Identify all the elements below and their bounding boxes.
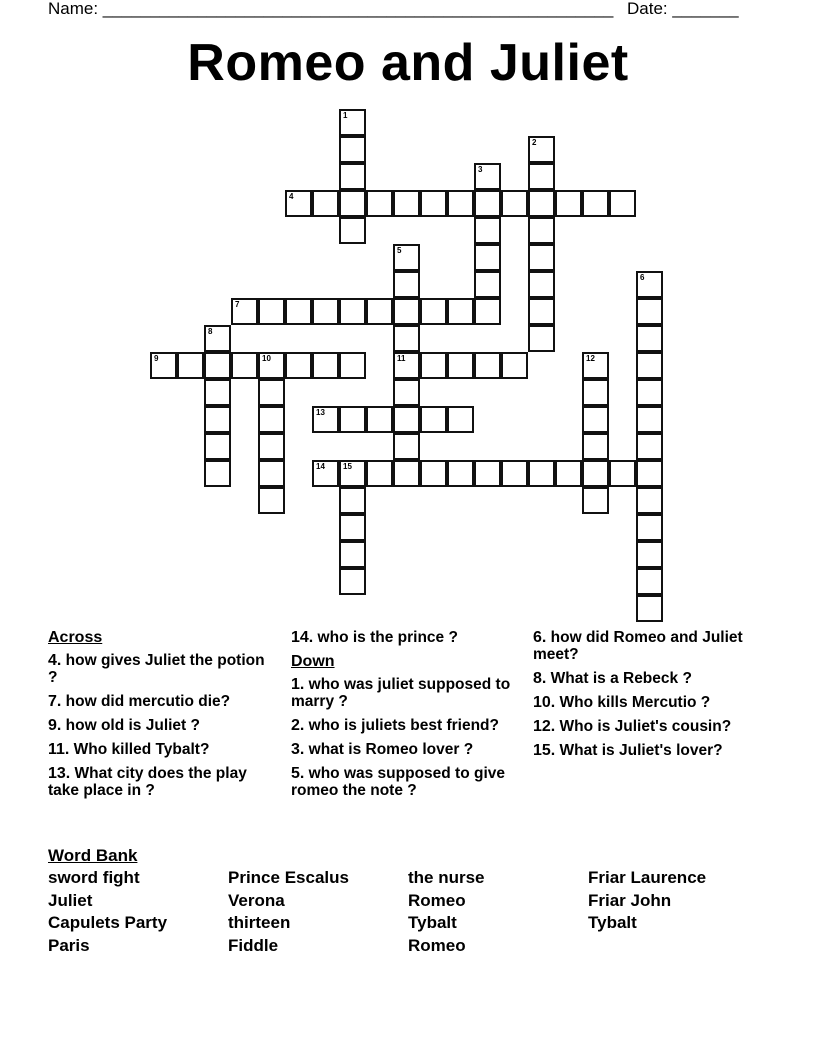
grid-cell[interactable] [258, 433, 285, 460]
clue-across-11 [48, 741, 278, 758]
clue-across-13 [48, 765, 278, 799]
grid-cell[interactable] [555, 190, 582, 217]
grid-cell[interactable] [258, 460, 285, 487]
clue-down-10 [533, 694, 753, 711]
grid-cell[interactable] [501, 460, 528, 487]
grid-cell[interactable] [636, 298, 663, 325]
grid-cell[interactable] [339, 163, 366, 190]
grid-cell[interactable] [420, 190, 447, 217]
across-heading: Across [48, 629, 103, 646]
grid-cell[interactable] [636, 271, 663, 298]
grid-cell[interactable] [636, 514, 663, 541]
grid-cell[interactable] [258, 406, 285, 433]
clue-text: Who is Juliet's cousin? [555, 718, 732, 735]
cell-number: 12 [586, 354, 595, 363]
clue-text: What city does the play take place in ? [48, 765, 247, 799]
clue-text: what is Romeo lover ? [304, 741, 474, 758]
grid-cell[interactable] [420, 298, 447, 325]
grid-cell[interactable] [339, 514, 366, 541]
cell-number: 1 [343, 111, 348, 120]
clue-number: 10. [533, 694, 556, 711]
clue-text: how did mercutio die? [61, 693, 231, 710]
grid-cell[interactable] [393, 298, 420, 325]
word-bank-item: Prince Escalus [228, 868, 349, 887]
down-heading: Down [291, 653, 335, 670]
grid-cell[interactable] [420, 406, 447, 433]
grid-cell[interactable] [528, 136, 555, 163]
clue-down-1 [291, 676, 527, 710]
grid-cell[interactable] [366, 190, 393, 217]
clue-number: 11. [48, 741, 70, 758]
grid-cell[interactable] [636, 595, 663, 622]
grid-cell[interactable] [555, 460, 582, 487]
clue-number: 12. [533, 718, 556, 735]
grid-cell[interactable] [636, 433, 663, 460]
grid-cell[interactable] [312, 460, 339, 487]
clues-column-2 [291, 629, 527, 806]
grid-cell[interactable] [258, 352, 285, 379]
grid-cell[interactable] [393, 460, 420, 487]
grid-cell[interactable] [636, 487, 663, 514]
cell-number: 9 [154, 354, 159, 363]
grid-cell[interactable] [258, 487, 285, 514]
grid-cell[interactable] [582, 433, 609, 460]
grid-cell[interactable] [204, 460, 231, 487]
grid-cell[interactable] [528, 460, 555, 487]
grid-cell[interactable] [339, 406, 366, 433]
grid-cell[interactable] [447, 352, 474, 379]
clue-number: 8. [533, 670, 547, 687]
clue-down-8 [533, 670, 753, 687]
grid-cell[interactable] [366, 298, 393, 325]
grid-cell[interactable] [393, 271, 420, 298]
grid-cell[interactable] [528, 298, 555, 325]
cell-number: 14 [316, 462, 325, 471]
word-bank-item: Tybalt [408, 913, 457, 933]
cell-number: 4 [289, 192, 294, 201]
word-bank-item: Capulets Party [48, 913, 168, 933]
grid-cell[interactable] [285, 352, 312, 379]
page-title: Romeo and Juliet [187, 34, 629, 92]
clue-text: how did Romeo and Juliet meet? [533, 629, 743, 663]
grid-cell[interactable] [474, 271, 501, 298]
word-bank-item: Friar Laurence [588, 868, 707, 887]
word-bank-item: Juliet [48, 890, 93, 910]
grid-cell[interactable] [636, 568, 663, 595]
clue-down-15 [533, 742, 753, 759]
word-bank-item: thirteen [228, 913, 291, 933]
cell-number: 2 [532, 138, 537, 147]
grid-cell[interactable] [339, 568, 366, 595]
cell-number: 13 [316, 408, 325, 417]
grid-cell[interactable] [366, 460, 393, 487]
grid-cell[interactable] [528, 190, 555, 217]
grid-cell[interactable] [474, 244, 501, 271]
clue-number: 14. [291, 629, 314, 646]
grid-cell[interactable] [312, 190, 339, 217]
grid-cell[interactable] [447, 298, 474, 325]
date-field[interactable]: Date: _______ [627, 0, 739, 18]
grid-cell[interactable] [339, 541, 366, 568]
grid-cell[interactable] [312, 298, 339, 325]
grid-cell[interactable] [582, 379, 609, 406]
grid-cell[interactable] [393, 190, 420, 217]
word-bank-item: Friar John [588, 890, 672, 910]
grid-cell[interactable] [609, 190, 636, 217]
grid-cell[interactable] [474, 163, 501, 190]
clue-number: 6. [533, 629, 547, 646]
grid-cell[interactable] [420, 352, 447, 379]
clue-across-7 [48, 693, 278, 710]
grid-cell[interactable] [393, 352, 420, 379]
grid-cell[interactable] [339, 217, 366, 244]
clue-text: who was supposed to give romeo the note ? [291, 765, 506, 799]
clue-number: 9. [48, 717, 62, 734]
grid-cell[interactable] [582, 460, 609, 487]
grid-cell[interactable] [366, 406, 393, 433]
clues-column-1 [48, 629, 278, 806]
grid-cell[interactable] [204, 379, 231, 406]
clue-text: who is juliets best friend? [304, 717, 499, 734]
grid-cell[interactable] [339, 190, 366, 217]
grid-cell[interactable] [636, 460, 663, 487]
clue-down-3 [291, 741, 527, 758]
grid-cell[interactable] [474, 460, 501, 487]
clue-text: Who killed Tybalt? [69, 741, 210, 758]
cell-number: 7 [235, 300, 240, 309]
clue-number: 1. [291, 676, 305, 693]
word-bank-item: sword fight [48, 868, 140, 887]
name-field[interactable]: Name: ______________________________________________________ [48, 0, 614, 18]
clue-down-5 [291, 765, 527, 799]
cell-number: 10 [262, 354, 271, 363]
grid-cell[interactable] [582, 352, 609, 379]
grid-cell[interactable] [258, 379, 285, 406]
grid-cell[interactable] [204, 406, 231, 433]
grid-cell[interactable] [447, 406, 474, 433]
grid-cell[interactable] [339, 460, 366, 487]
grid-cell[interactable] [339, 136, 366, 163]
cell-number: 5 [397, 246, 402, 255]
grid-cell[interactable] [474, 217, 501, 244]
grid-cell[interactable] [393, 379, 420, 406]
clue-number: 13. [48, 765, 71, 782]
clue-text: how gives Juliet the potion ? [48, 652, 265, 686]
grid-cell[interactable] [474, 190, 501, 217]
word-bank-item: Tybalt [588, 913, 637, 933]
grid-cell[interactable] [231, 352, 258, 379]
grid-cell[interactable] [285, 298, 312, 325]
grid-cell[interactable] [528, 244, 555, 271]
grid-cell[interactable] [150, 352, 177, 379]
clue-down-6 [533, 629, 753, 663]
grid-cell[interactable] [501, 190, 528, 217]
clue-across-4 [48, 652, 278, 686]
grid-cell[interactable] [285, 190, 312, 217]
grid-cell[interactable] [339, 109, 366, 136]
clue-text: Who kills Mercutio ? [555, 694, 711, 711]
grid-cell[interactable] [204, 325, 231, 352]
clue-number: 7. [48, 693, 62, 710]
grid-cell[interactable] [339, 298, 366, 325]
grid-cell[interactable] [528, 325, 555, 352]
cell-number: 15 [343, 462, 352, 471]
grid-cell[interactable] [636, 352, 663, 379]
clue-number: 15. [533, 742, 556, 759]
grid-cell[interactable] [204, 433, 231, 460]
grid-cell[interactable] [393, 325, 420, 352]
clue-text: What is Juliet's lover? [555, 742, 723, 759]
grid-cell[interactable] [501, 352, 528, 379]
cell-number: 8 [208, 327, 213, 336]
grid-cell[interactable] [204, 352, 231, 379]
grid-cell[interactable] [177, 352, 204, 379]
grid-cell[interactable] [528, 217, 555, 244]
cell-number: 3 [478, 165, 483, 174]
clue-number: 5. [291, 765, 305, 782]
word-bank-item: Romeo [408, 890, 466, 910]
grid-cell[interactable] [582, 406, 609, 433]
word-bank-item: Paris [48, 936, 90, 956]
clue-text: What is a Rebeck ? [546, 670, 692, 687]
grid-cell[interactable] [474, 352, 501, 379]
grid-cell[interactable] [609, 460, 636, 487]
clue-across-9 [48, 717, 278, 734]
clue-text: who was juliet supposed to marry ? [291, 676, 511, 710]
grid-cell[interactable] [447, 460, 474, 487]
word-bank-heading: Word Bank [48, 846, 138, 865]
grid-cell[interactable] [636, 379, 663, 406]
grid-cell[interactable] [339, 487, 366, 514]
word-bank [48, 868, 768, 959]
cell-number: 11 [397, 354, 406, 363]
word-bank-item: Verona [228, 890, 285, 910]
grid-cell[interactable] [528, 163, 555, 190]
grid-cell[interactable] [258, 298, 285, 325]
grid-cell[interactable] [339, 352, 366, 379]
grid-cell[interactable] [312, 352, 339, 379]
clue-number: 2. [291, 717, 305, 734]
grid-cell[interactable] [393, 244, 420, 271]
clue-text: who is the prince ? [313, 629, 458, 646]
grid-cell[interactable] [312, 406, 339, 433]
grid-cell[interactable] [582, 190, 609, 217]
word-bank-item: Romeo [408, 936, 466, 956]
word-bank-item [588, 936, 768, 959]
cell-number: 6 [640, 273, 645, 282]
grid-cell[interactable] [231, 298, 258, 325]
grid-cell[interactable] [528, 271, 555, 298]
word-bank-item: Fiddle [228, 936, 279, 956]
grid-cell[interactable] [393, 433, 420, 460]
word-bank-item: the nurse [408, 868, 485, 887]
grid-cell[interactable] [393, 406, 420, 433]
clue-text: how old is Juliet ? [61, 717, 200, 734]
grid-cell[interactable] [420, 460, 447, 487]
clue-number: 3. [291, 741, 305, 758]
clues-column-3 [533, 629, 753, 766]
clue-number: 4. [48, 652, 62, 669]
grid-cell[interactable] [636, 541, 663, 568]
grid-cell[interactable] [474, 298, 501, 325]
grid-cell[interactable] [636, 325, 663, 352]
clue-across-14 [291, 629, 527, 646]
clue-down-12 [533, 718, 753, 735]
clue-down-2 [291, 717, 527, 734]
grid-cell[interactable] [582, 487, 609, 514]
grid-cell[interactable] [636, 406, 663, 433]
grid-cell[interactable] [447, 190, 474, 217]
